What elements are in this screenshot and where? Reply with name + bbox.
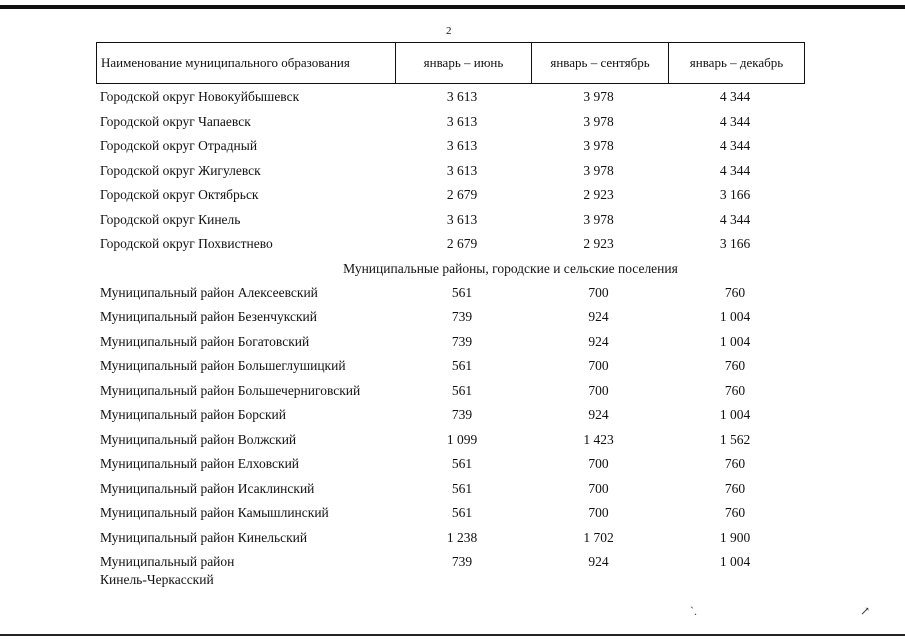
row-value-jan-dec: 1 004 (719, 407, 751, 422)
row-value-jan-sep: 2 923 (583, 187, 614, 202)
row-name: Городской округ Чапаевск (100, 113, 251, 129)
header-jan-jun: январь – июнь (395, 43, 531, 83)
table-row (96, 162, 805, 187)
row-value-jan-jun: 3 613 (446, 89, 478, 104)
row-name: Городской округ Похвистнево (100, 236, 273, 251)
table-row (96, 357, 805, 382)
table-row (96, 308, 805, 333)
district-rows (96, 284, 805, 554)
table-row (96, 480, 805, 505)
bottom-rule (0, 634, 905, 636)
row-value-jan-sep: 3 978 (583, 113, 614, 129)
row-value-jan-dec: 760 (724, 480, 746, 496)
table-row (96, 529, 805, 554)
row-value-jan-sep: 924 (588, 333, 609, 349)
table-row (96, 235, 805, 260)
row-value-jan-dec: 760 (724, 382, 746, 398)
section-title: Муниципальные районы, городские и сельские поселения (343, 260, 678, 276)
row-value-jan-sep: 924 (588, 309, 609, 324)
row-value-jan-dec: 1 004 (719, 554, 751, 569)
row-value-jan-jun: 561 (451, 456, 473, 471)
row-name: Муниципальный район Большечерниговский (100, 382, 361, 398)
row-value-jan-dec: 4 344 (719, 113, 751, 129)
scan-speck: `. (690, 604, 697, 618)
row-value-jan-dec: 1 004 (719, 333, 751, 349)
table-row (96, 284, 805, 309)
table-row (96, 431, 805, 456)
header-jan-sep: январь – сентябрь (531, 43, 668, 83)
row-value-jan-sep: 700 (588, 480, 609, 496)
data-table (96, 42, 805, 593)
row-value-jan-dec: 760 (724, 505, 746, 520)
row-value-jan-sep: 700 (588, 505, 609, 520)
row-value-jan-sep: 700 (588, 358, 609, 373)
table-row (96, 211, 805, 236)
row-name: Муниципальный район Богатовский (100, 333, 310, 349)
header-name: Наименование муниципального образования (101, 55, 350, 70)
row-value-jan-sep: 2 923 (583, 236, 614, 251)
table-row (96, 406, 805, 431)
top-rule (0, 5, 905, 9)
row-value-jan-dec: 3 166 (719, 236, 751, 251)
row-value-jan-sep: 3 978 (583, 89, 614, 104)
row-value-jan-jun: 1 099 (446, 431, 478, 447)
row-value-jan-dec: 760 (724, 456, 746, 471)
table-row (96, 333, 805, 358)
row-value-jan-dec: 1 562 (719, 431, 751, 447)
row-value-jan-jun: 739 (451, 554, 473, 569)
row-name: Городской округ Октябрьск (100, 187, 259, 202)
page-number: 2 (446, 25, 452, 37)
row-name: Городской округ Новокуйбышевск (100, 89, 300, 104)
row-value-jan-sep: 700 (588, 382, 609, 398)
row-value-jan-dec: 4 344 (719, 211, 751, 227)
row-value-jan-dec: 3 166 (719, 187, 751, 202)
row-name (96, 553, 394, 589)
row-value-jan-jun: 561 (451, 284, 473, 300)
row-value-jan-jun: 561 (451, 382, 473, 398)
row-value-jan-dec: 1 900 (719, 529, 751, 545)
row-value-jan-sep: 3 978 (583, 211, 614, 227)
row-value-jan-jun: 3 613 (446, 211, 478, 227)
table-row (96, 137, 805, 162)
row-value-jan-sep: 3 978 (583, 138, 614, 153)
table-row (96, 113, 805, 138)
row-name: Муниципальный район Камышлинский (100, 505, 329, 520)
row-value-jan-jun: 3 613 (446, 113, 478, 129)
row-value-jan-jun: 561 (451, 480, 473, 496)
city-rows (96, 88, 805, 260)
scan-speck: ↗ (860, 604, 871, 618)
row-name-line1: Муниципальный район (100, 554, 235, 569)
table-row (96, 553, 805, 593)
row-value-jan-jun: 561 (451, 505, 473, 520)
row-value-jan-jun: 3 613 (446, 138, 478, 153)
row-value-jan-dec: 760 (724, 358, 746, 373)
row-value-jan-sep: 1 423 (583, 431, 614, 447)
row-value-jan-dec: 760 (724, 284, 746, 300)
row-value-jan-sep: 924 (588, 407, 609, 422)
row-name: Муниципальный район Елховский (100, 456, 300, 471)
row-name: Муниципальный район Кинельский (100, 529, 308, 545)
row-value-jan-jun: 3 613 (446, 162, 478, 178)
row-value-jan-jun: 739 (451, 407, 473, 422)
row-value-jan-jun: 2 679 (446, 187, 478, 202)
header-jan-dec: январь – декабрь (668, 43, 804, 83)
table-row (96, 382, 805, 407)
row-name: Муниципальный район Алексеевский (100, 284, 318, 300)
row-name: Городской округ Кинель (100, 211, 241, 227)
row-value-jan-dec: 4 344 (719, 138, 751, 153)
table-row (96, 186, 805, 211)
row-name: Муниципальный район Волжский (100, 431, 297, 447)
table-row (96, 88, 805, 113)
row-value-jan-jun: 561 (451, 358, 473, 373)
row-value-jan-dec: 4 344 (719, 162, 751, 178)
row-value-jan-jun: 1 238 (446, 529, 478, 545)
row-name-line2: Кинель-Черкасский (100, 572, 214, 587)
row-name: Городской округ Отрадный (100, 138, 258, 153)
table-row (96, 504, 805, 529)
row-value-jan-sep: 924 (588, 554, 609, 569)
row-value-jan-jun: 739 (451, 333, 473, 349)
row-value-jan-jun: 739 (451, 309, 473, 324)
row-value-jan-jun: 2 679 (446, 236, 478, 251)
row-value-jan-dec: 1 004 (719, 309, 751, 324)
row-value-jan-dec: 4 344 (719, 89, 751, 104)
row-name: Муниципальный район Исаклинский (100, 480, 315, 496)
row-name: Муниципальный район Борский (100, 407, 287, 422)
row-name: Городской округ Жигулевск (100, 162, 261, 178)
row-value-jan-sep: 700 (588, 456, 609, 471)
row-name: Муниципальный район Безенчукский (100, 309, 317, 324)
table-header (96, 42, 805, 84)
row-value-jan-sep: 700 (588, 284, 609, 300)
row-value-jan-sep: 3 978 (583, 162, 614, 178)
row-name: Муниципальный район Большеглушицкий (100, 358, 346, 373)
row-value-jan-sep: 1 702 (583, 529, 614, 545)
table-row (96, 455, 805, 480)
